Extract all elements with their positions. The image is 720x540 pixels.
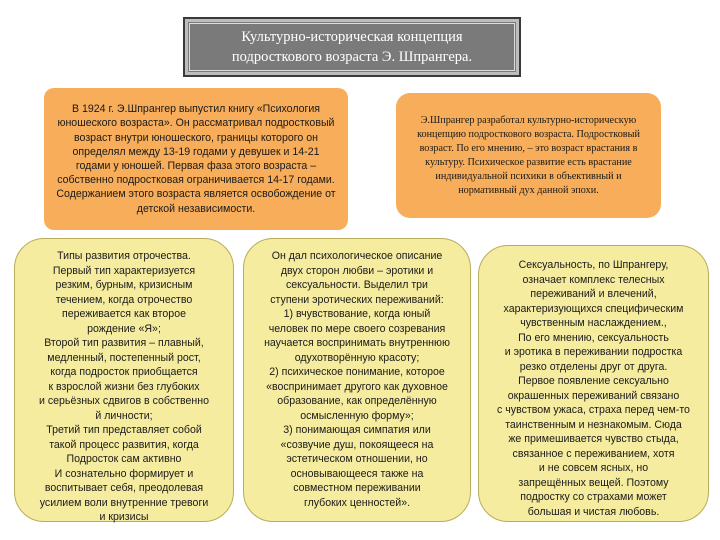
info-box-concept-text: Э.Шпрангер разработал культурно-историческую концепцию подросткового возраста. Подростковый возраст. По его мнению, – это возраст врастания в культуру. Психическое развитие есть врастание индивидуальной психики в объективный и нормативный дух данной эпохи. [417, 114, 640, 196]
title-line-2: подросткового возраста Э. Шпрангера. [231, 49, 473, 65]
info-box-book-text: В 1924 г. Э.Шпрангер выпустил книгу «Психология юношеского возраста». Он рассматривал подростковый возраст внутри юношеского, границы которого он определял между 13-19 годами у девушек и 14-21 годами у юношей. Первая фаза этого возраста – собственно подростковая ограничивается 14-17 годами. Содержанием этого возраста является освобождение от детской независимости. [56, 103, 336, 215]
card-sexuality [478, 245, 709, 522]
info-box-concept [396, 93, 661, 218]
card-development-types-text: Типы развития отрочества. Первый тип характеризуется резким, бурным, кризисным течением, когда отрочество переживается как второе рождение «Я»; Второй тип развития – плавный, медленный, постепенный рост, когда подросток приобщается к взрослой жизни без глубоких и серьёзных сдвигов в собственно й личности; Третий тип представляет собой такой процесс развития, когда Подросток сам активно И сознательно формирует и воспитывает себя, преодолевая усилием воли внутренние тревоги и кризисы [38, 250, 209, 523]
title-text [232, 27, 472, 67]
card-love-aspects [243, 238, 471, 522]
page-title [183, 17, 521, 77]
info-box-book [44, 88, 348, 230]
card-development-types [14, 238, 234, 522]
card-love-aspects-text: Он дал психологическое описание двух сторон любви – эротики и сексуальности. Выделил три ступени эротических переживаний: 1) вчувствование, когда юный человек по мере своего созревания научается воспринимать внутреннюю одухотворённую красоту; 2) психическое понимание, которое «воспринимает другого как духовное образование, как определённую осмысленную форму»; 3) понимающая симпатия или «созвучие душ, покоящееся на эстетическом отношении, но основывающееся также на совместном переживании глубоких ценностей». [264, 250, 450, 509]
title-line-1: Культурно-историческая концепция [241, 29, 463, 45]
card-sexuality-text: Сексуальность, по Шпрангеру, означает комплекс телесных переживаний и влечений, характеризующихся специфическим чувственным наслаждением., По его мнению, сексуальность и эротика в переживании подростка резко отделены друг от друга. Первое появление сексуально окрашенных переживаний связано с чувством ужаса, страха перед чем-то таинственным и незнакомым. Сюда же примешивается чувство стыда, связанное с переживанием, хотя и не совсем ясных, но запрещённых вещей. Поэтому подростку со страхами может большая и чистая любовь. [497, 259, 690, 518]
